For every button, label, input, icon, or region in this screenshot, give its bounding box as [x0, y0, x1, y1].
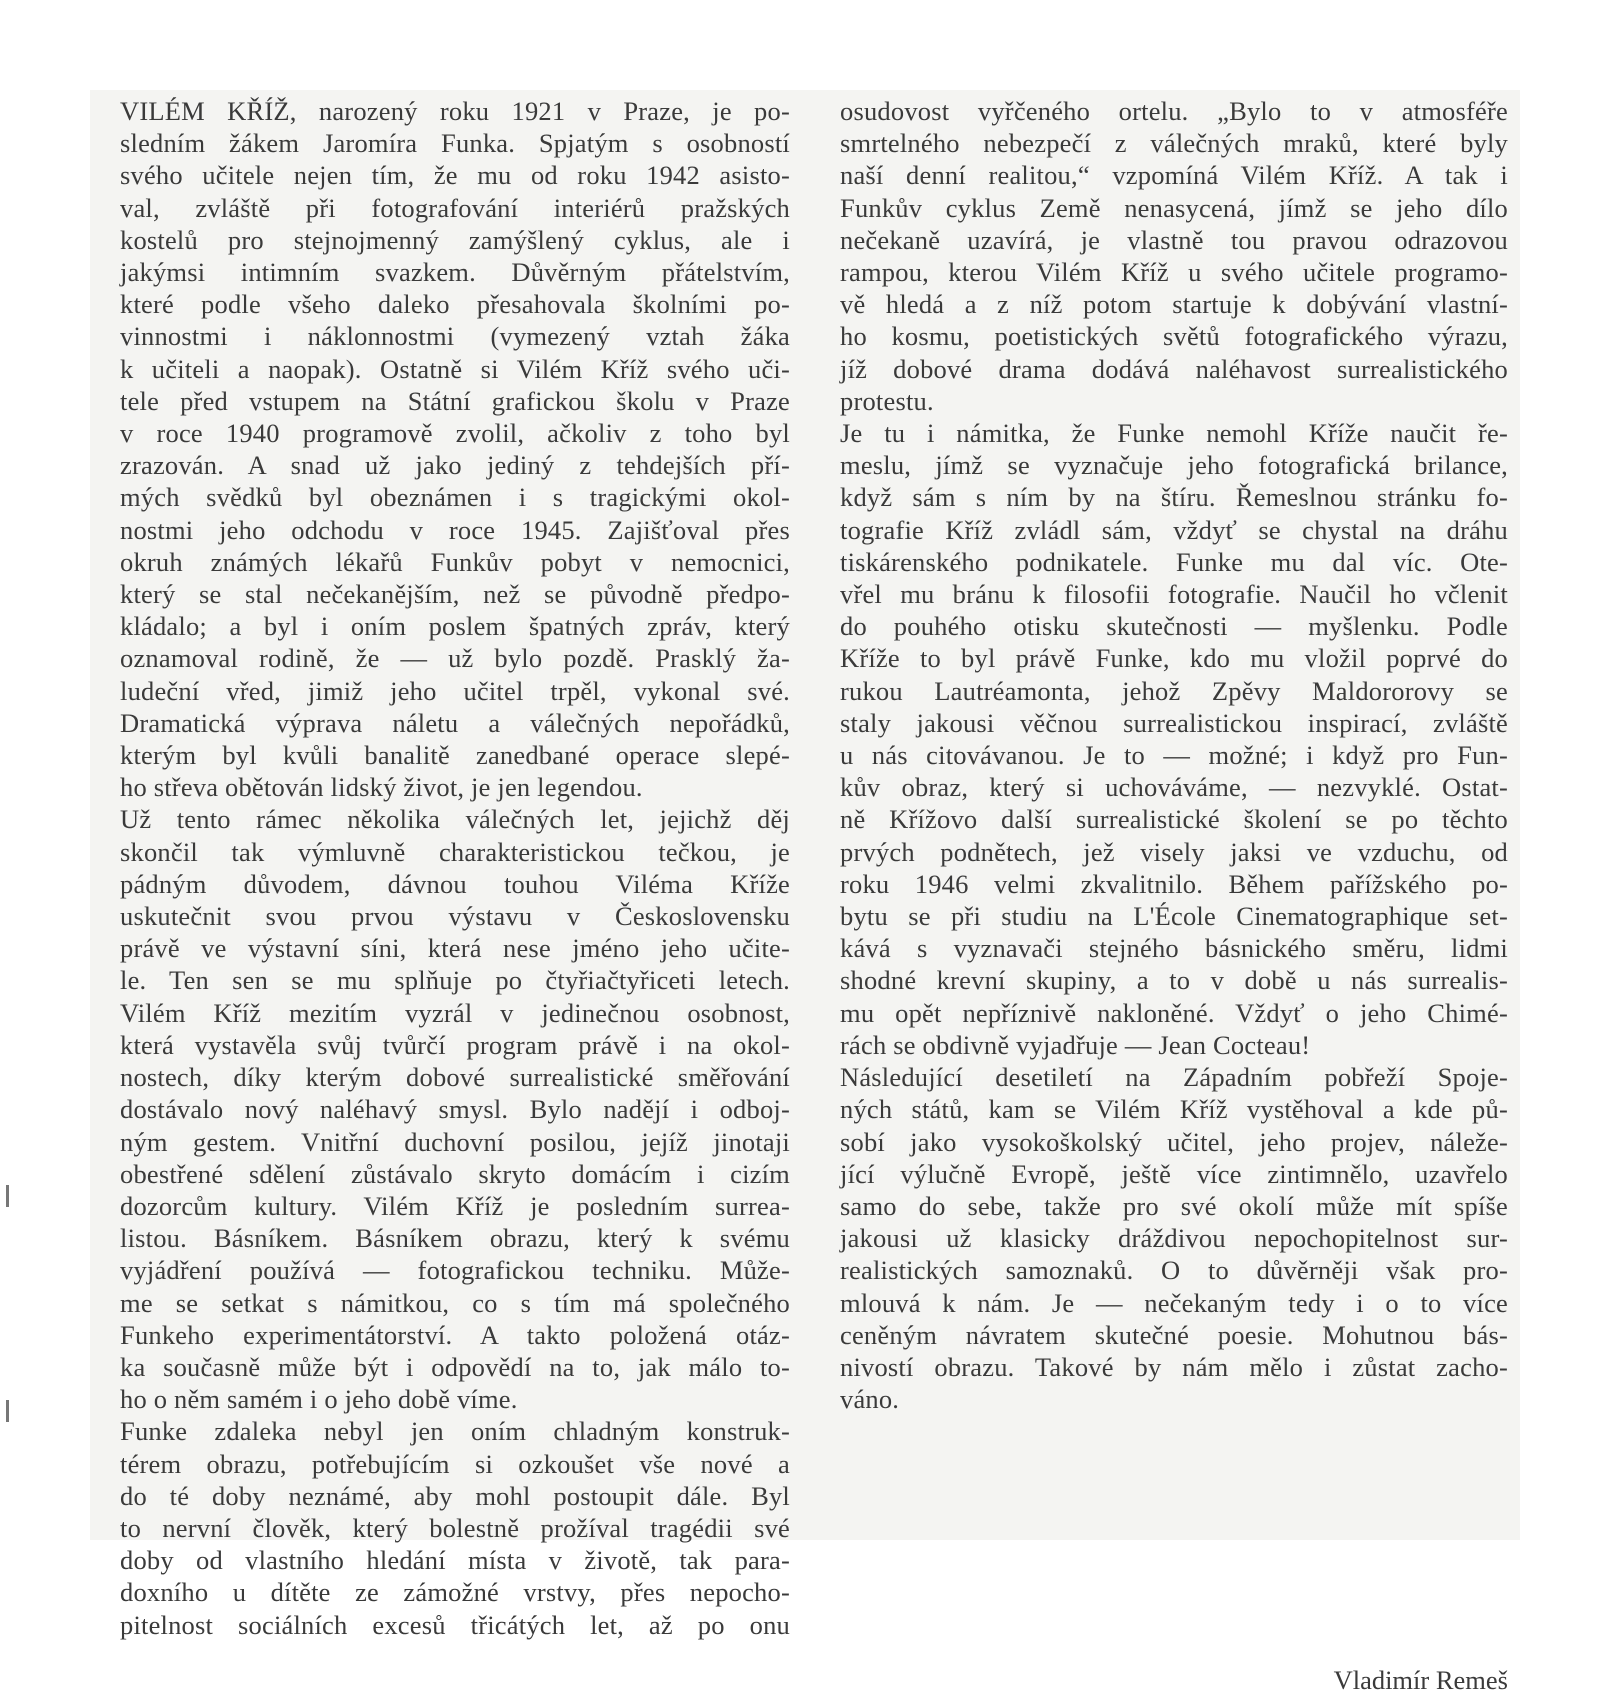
- text-line: kostelů pro stejnojmenný zamýšlený cyklus, ale i: [120, 224, 790, 255]
- text-line: Funkův cyklus Země nenasycená, jímž se jeho dílo: [840, 192, 1508, 223]
- text-line: jakýmsi intimním svazkem. Důvěrným přátelstvím,: [120, 257, 790, 288]
- text-line: realistických samoznaků. O to důvěrněji však pro-: [840, 1255, 1508, 1286]
- text-line: Vilém Kříž mezitím vyzrál v jedinečnou osobnost,: [120, 997, 790, 1028]
- text-line: vě hledá a z níž potom startuje k dobývání vlastní-: [840, 289, 1508, 320]
- text-line: shodné krevní skupiny, a to v době u nás surrealis-: [840, 965, 1508, 996]
- text-line: prvých podnětech, jež visely jaksi ve vzduchu, od: [840, 836, 1508, 867]
- text-line: protestu.: [840, 385, 934, 416]
- text-line: dozorcům kultury. Vilém Kříž je posledním surrea-: [120, 1190, 790, 1221]
- text-line: Následující desetiletí na Západním pobřeží Spoje-: [840, 1062, 1508, 1093]
- text-line: ceněným návratem skutečné poesie. Mohutnou bás-: [840, 1319, 1508, 1350]
- text-line: zrazován. A snad už jako jediný z tehdejších pří-: [120, 450, 790, 481]
- text-line: oznamoval rodině, že — už bylo pozdě. Prasklý ža-: [120, 643, 790, 674]
- text-line: Dramatická výprava náletu a válečných nepořádků,: [120, 707, 790, 738]
- text-line: vinnostmi i náklonnostmi (vymezený vztah žáka: [120, 321, 790, 352]
- text-line: Funkeho experimentátorství. A takto položená otáz-: [120, 1319, 790, 1350]
- text-line: me se setkat s námitkou, co s tím má společného: [120, 1287, 790, 1318]
- text-line: mých svědků byl obeznámen i s tragickými okol-: [120, 482, 790, 513]
- text-line: jící výlučně Evropě, ještě více zintimnělo, uzavřelo: [840, 1158, 1508, 1189]
- author-signature: Vladimír Remeš: [1333, 1665, 1508, 1695]
- text-line: sobí jako vysokoškolský učitel, jeho projev, náleže-: [840, 1126, 1508, 1157]
- text-line: to nervní člověk, který bolestně prožíval tragédii své: [120, 1512, 790, 1543]
- text-line: kává s vyznavači stejného básnického směru, lidmi: [840, 933, 1508, 964]
- text-line: v roce 1940 programově zvolil, ačkoliv z toho byl: [120, 418, 790, 449]
- text-line: tele před vstupem na Státní grafickou školu v Praze: [120, 385, 790, 416]
- text-line: nostech, díky kterým dobové surrealistické směřování: [120, 1062, 790, 1093]
- text-line: nečekaně uzavírá, je vlastně tou pravou odrazovou: [840, 224, 1508, 255]
- left-text-column: [120, 95, 790, 1641]
- text-line: rukou Lautréamonta, jehož Zpěvy Maldororovy se: [840, 675, 1508, 706]
- scan-edge-mark: [6, 1400, 9, 1422]
- text-line: bytu se při studiu na L'École Cinematographique set-: [840, 901, 1508, 932]
- right-text-column: [840, 95, 1508, 1415]
- text-line: doby od vlastního hledání místa v životě, tak para-: [120, 1545, 790, 1576]
- text-line: ných států, kam se Vilém Kříž vystěhoval a kde pů-: [840, 1094, 1508, 1125]
- text-line: které podle všeho daleko přesahovala školními po-: [120, 289, 790, 320]
- text-line: kův obraz, který si uchováváme, — nezvyklé. Ostat-: [840, 772, 1508, 803]
- text-line: listou. Básníkem. Básníkem obrazu, který k svému: [120, 1223, 790, 1254]
- text-line: samo do sebe, takže pro své okolí může mít spíše: [840, 1190, 1508, 1221]
- text-line: mlouvá k nám. Je — nečekaným tedy i o to více: [840, 1287, 1508, 1318]
- text-line: jakousi už klasicky dráždivou nepochopitelnost sur-: [840, 1223, 1508, 1254]
- text-line: val, zvláště při fotografování interiérů pražských: [120, 192, 790, 223]
- text-line: která vystavěla svůj tvůrčí program právě i na okol-: [120, 1029, 790, 1060]
- text-line: rampou, kterou Vilém Kříž u svého učitele programo-: [840, 257, 1508, 288]
- text-line: vřel mu bránu k filosofii fotografie. Naučil ho včlenit: [840, 579, 1508, 610]
- text-line: do pouhého otisku skutečnosti — myšlenku. Podle: [840, 611, 1508, 642]
- text-line: naší denní realitou,“ vzpomíná Vilém Kříž. A tak i: [840, 160, 1508, 191]
- text-line: právě ve výstavní síni, která nese jméno jeho učite-: [120, 933, 790, 964]
- text-line: když sám s ním by na štíru. Řemeslnou stránku fo-: [840, 482, 1508, 513]
- text-line: le. Ten sen se mu splňuje po čtyřiačtyřiceti letech.: [120, 965, 790, 996]
- text-line: térem obrazu, potřebujícím si ozkoušet vše nové a: [120, 1448, 790, 1479]
- text-line: roku 1946 velmi zkvalitnilo. Během pařížského po-: [840, 868, 1508, 899]
- text-line: obestřené sdělení zůstávalo skryto domácím i cizím: [120, 1158, 790, 1189]
- text-line: svého učitele nejen tím, že mu od roku 1942 asisto-: [120, 160, 790, 191]
- text-line: jíž dobové drama dodává naléhavost surrealistického: [840, 353, 1508, 384]
- text-line: Kříže to byl právě Funke, kdo mu vložil poprvé do: [840, 643, 1508, 674]
- text-line: ho kosmu, poetistických světů fotografického výrazu,: [840, 321, 1508, 352]
- text-line: sledním žákem Jaromíra Funka. Spjatým s osobností: [120, 128, 790, 159]
- text-line: vyjádření používá — fotografickou techniku. Může-: [120, 1255, 790, 1286]
- text-line: Funke zdaleka nebyl jen oním chladným konstruk-: [120, 1416, 790, 1447]
- text-line: ně Křížovo další surrealistické školení se po těchto: [840, 804, 1508, 835]
- text-line: mu opět nepříznivě nakloněné. Vždyť o jeho Chimé-: [840, 997, 1508, 1028]
- text-line: doxního u dítěte ze zámožné vrstvy, přes nepocho-: [120, 1577, 790, 1608]
- text-line: kládalo; a byl i oním poslem špatných zpráv, který: [120, 611, 790, 642]
- text-line: váno.: [840, 1384, 900, 1415]
- text-line: ka současně může být i odpovědí na to, jak málo to-: [120, 1351, 790, 1382]
- text-line: Je tu i námitka, že Funke nemohl Kříže naučit ře-: [840, 418, 1508, 449]
- text-line: dostávalo nový naléhavý smysl. Bylo nadějí i odboj-: [120, 1094, 790, 1125]
- text-line: ludeční vřed, jimiž jeho učitel trpěl, vykonal své.: [120, 675, 790, 706]
- text-line: skončil tak výmluvně charakteristickou tečkou, je: [120, 836, 790, 867]
- scan-edge-mark: [6, 1185, 9, 1207]
- text-line: VILÉM KŘÍŽ, narozený roku 1921 v Praze, je po-: [120, 96, 790, 126]
- text-line: pádným důvodem, dávnou touhou Viléma Kříže: [120, 868, 790, 899]
- text-line: ným gestem. Vnitřní duchovní posilou, jejíž jinotaji: [120, 1126, 790, 1157]
- text-line: staly jakousi věčnou surrealistickou inspirací, zvláště: [840, 707, 1508, 738]
- text-line: ho o něm samém i o jeho době víme.: [120, 1384, 518, 1415]
- text-line: uskutečnit svou prvou výstavu v Československu: [120, 901, 790, 932]
- text-line: u nás citovávanou. Je to — možné; i když pro Fun-: [840, 740, 1508, 771]
- text-line: nivostí obrazu. Takové by nám mělo i zůstat zacho-: [840, 1351, 1508, 1382]
- text-line: nostmi jeho odchodu v roce 1945. Zajišťoval přes: [120, 514, 790, 545]
- text-line: meslu, jímž se vyznačuje jeho fotografická brilance,: [840, 450, 1508, 481]
- text-line: okruh známých lékařů Funkův pobyt v nemocnici,: [120, 546, 790, 577]
- text-line: tiskárenského podnikatele. Funke mu dal víc. Ote-: [840, 546, 1508, 577]
- text-line: Už tento rámec několika válečných let, jejichž děj: [120, 804, 790, 835]
- text-line: ho střeva obětován lidský život, je jen legendou.: [120, 772, 643, 803]
- text-line: do té doby neznámé, aby mohl postoupit dále. Byl: [120, 1480, 790, 1511]
- text-line: smrtelného nebezpečí z válečných mraků, které byly: [840, 128, 1508, 159]
- text-line: osudovost vyřčeného ortelu. „Bylo to v atmosféře: [840, 96, 1508, 126]
- text-line: který se stal nečekanějším, než se původně předpo-: [120, 579, 790, 610]
- text-line: tografie Kříž zvládl sám, vždyť se chystal na dráhu: [840, 514, 1508, 545]
- text-line: pitelnost sociálních excesů třicátých let, až po onu: [120, 1609, 790, 1640]
- text-line: rách se obdivně vyjadřuje — Jean Cocteau!: [840, 1029, 1311, 1060]
- text-line: k učiteli a naopak). Ostatně si Vilém Kříž svého uči-: [120, 353, 790, 384]
- text-line: kterým byl kvůli banalitě zanedbané operace slepé-: [120, 740, 790, 771]
